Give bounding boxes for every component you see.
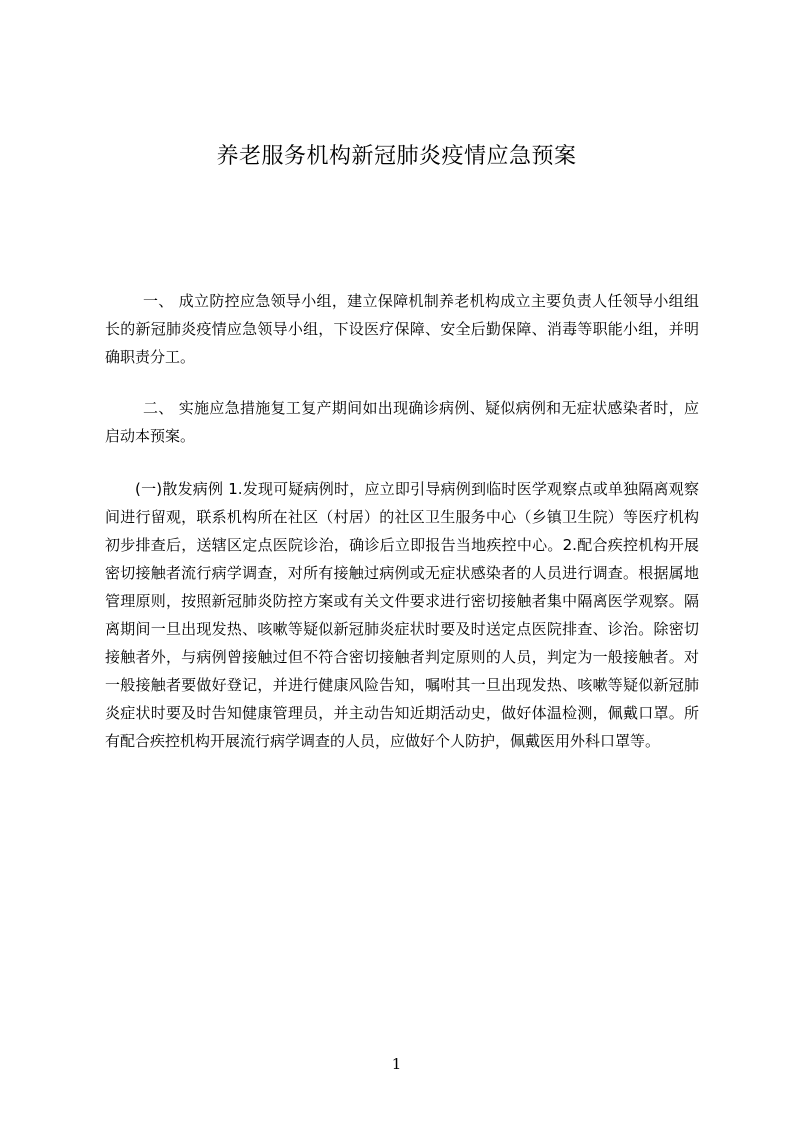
paragraph-emergency-measures: 二、 实施应急措施复工复产期间如出现确诊病例、疑似病例和无症状感染者时，应启动本预案。 xyxy=(105,399,699,445)
document-title: 养老服务机构新冠肺炎疫情应急预案 xyxy=(216,144,577,169)
paragraph-sporadic-cases: (一)散发病例 1.发现可疑病例时，应立即引导病例到临时医学观察点或单独隔离观察间进行留观，联系机构所在社区（村居）的社区卫生服务中心（乡镇卫生院）等医疗机构初步排查后，送辖区定点医院诊治，确诊后立即报告当地疾控中心。2.配合疾控机构开展密切接触者流行病学调查，对所有接触过病例或无症状感染者的人员进行调查。根据属地管理原则，按照新冠肺炎防控方案或有关文件要求进行密切接触者集中隔离医学观察。隔离期间一旦出现发热、咳嗽等疑似新冠肺炎症状时要及时送定点医院排查、诊治。除密切接触者外，与病例曾接触过但不符合密切接触者判定原则的人员，判定为一般接触者。对一般接触者要做好登记，并进行健康风险告知，嘱咐其一旦出现发热、咳嗽等疑似新冠肺炎症状时要及时告知健康管理员，并主动告知近期活动史，做好体温检测，佩戴口罩。所有配合疾控机构开展流行病学调查的人员，应做好个人防护，佩戴医用外科口罩等。 xyxy=(105,480,699,750)
page-number: 1 xyxy=(391,1055,402,1073)
paragraph-leadership-group: 一、 成立防控应急领导小组，建立保障机制养老机构成立主要负责人任领导小组组长的新冠肺炎疫情应急领导小组，下设医疗保障、安全后勤保障、消毒等职能小组，并明确职责分工。 xyxy=(105,292,699,366)
